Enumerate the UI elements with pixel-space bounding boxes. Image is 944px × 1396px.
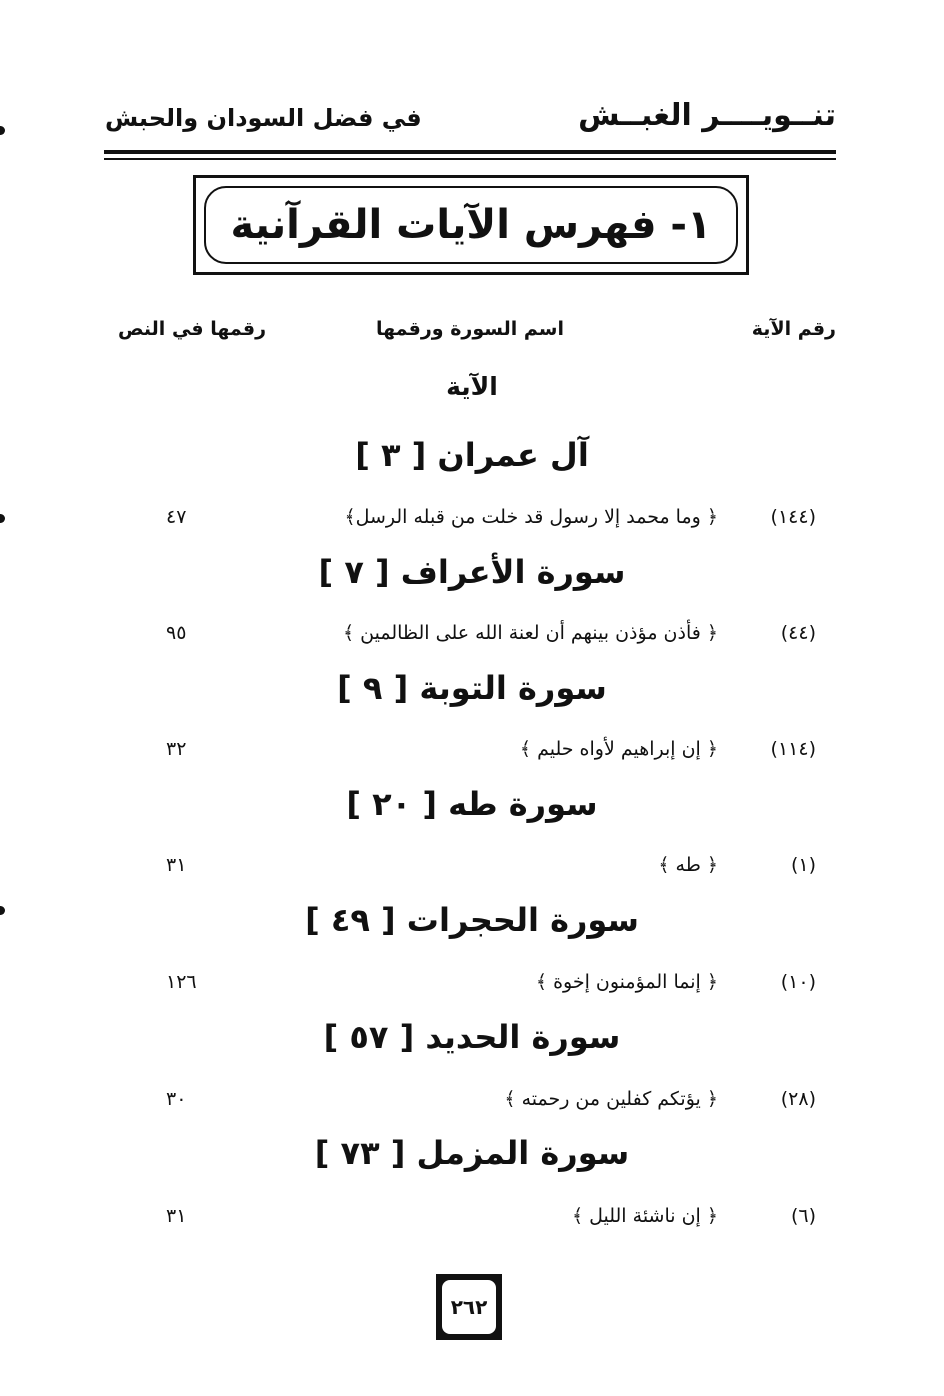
text-reference: ٩٥: [166, 622, 187, 644]
header-rule-thin: [104, 158, 836, 160]
column-ayah-number: رقم الآية: [751, 318, 836, 340]
ayah-number: (١١٤): [770, 738, 816, 760]
ayah-number: (١): [790, 854, 816, 876]
margin-mark: [0, 126, 5, 135]
surah-heading: سورة الحجرات [ ٤٩ ]: [305, 901, 639, 939]
index-title-frame: [193, 175, 749, 275]
text-reference: ٣١: [166, 1205, 187, 1227]
text-reference: ٣٢: [166, 738, 187, 760]
ayah-text: ﴿ طه ﴾: [658, 854, 718, 876]
text-reference: ١٢٦: [166, 971, 197, 993]
surah-heading: سورة الأعراف [ ٧ ]: [318, 553, 626, 591]
column-text-reference: رقمها في النص: [118, 318, 267, 340]
text-reference: ٣١: [166, 854, 187, 876]
ayah-text: ﴿ إن إبراهيم لأواه حليم ﴾: [519, 738, 718, 760]
column-ayah: الآية: [446, 372, 498, 401]
index-title: ١- فهرس الآيات القرآنية: [204, 186, 738, 264]
surah-heading: سورة التوبة [ ٩ ]: [337, 669, 607, 707]
surah-heading: سورة المزمل [ ٧٣ ]: [314, 1134, 630, 1172]
text-reference: ٣٠: [166, 1088, 187, 1110]
ayah-number: (٦): [790, 1205, 816, 1227]
margin-mark: [0, 906, 5, 915]
ayah-text: ﴿ فأذن مؤذن بينهم أن لعنة الله على الظالمين ﴾: [343, 622, 718, 644]
ayah-text: ﴿ إنما المؤمنون إخوة ﴾: [535, 971, 718, 993]
ayah-text: ﴿ إن ناشئة الليل ﴾: [571, 1205, 718, 1227]
text-reference: ٤٧: [166, 506, 187, 528]
surah-heading: سورة الحديد [ ٥٧ ]: [323, 1018, 621, 1056]
page-number-frame: [436, 1274, 502, 1340]
ayah-text: ﴿ وما محمد إلا رسول قد خلت من قبله الرسل﴾: [344, 506, 718, 528]
margin-mark: [0, 514, 5, 523]
ayah-text: ﴿ يؤتكم كفلين من رحمته ﴾: [504, 1088, 718, 1110]
column-surah-name: اسم السورة ورقمها: [376, 318, 564, 340]
book-subtitle: في فضل السودان والحبش: [105, 104, 422, 132]
ayah-number: (٢٨): [780, 1088, 816, 1110]
surah-heading: سورة طه [ ٢٠ ]: [346, 785, 598, 823]
ayah-number: (١٠): [780, 971, 816, 993]
ayah-number: (٤٤): [780, 622, 816, 644]
page-number: ٢٦٢: [442, 1280, 496, 1334]
book-title: تنــويــــر الغبــش: [578, 98, 836, 133]
header-rule-thick: [104, 150, 836, 154]
surah-heading: آل عمران [ ٣ ]: [355, 436, 589, 474]
ayah-number: (١٤٤): [770, 506, 816, 528]
